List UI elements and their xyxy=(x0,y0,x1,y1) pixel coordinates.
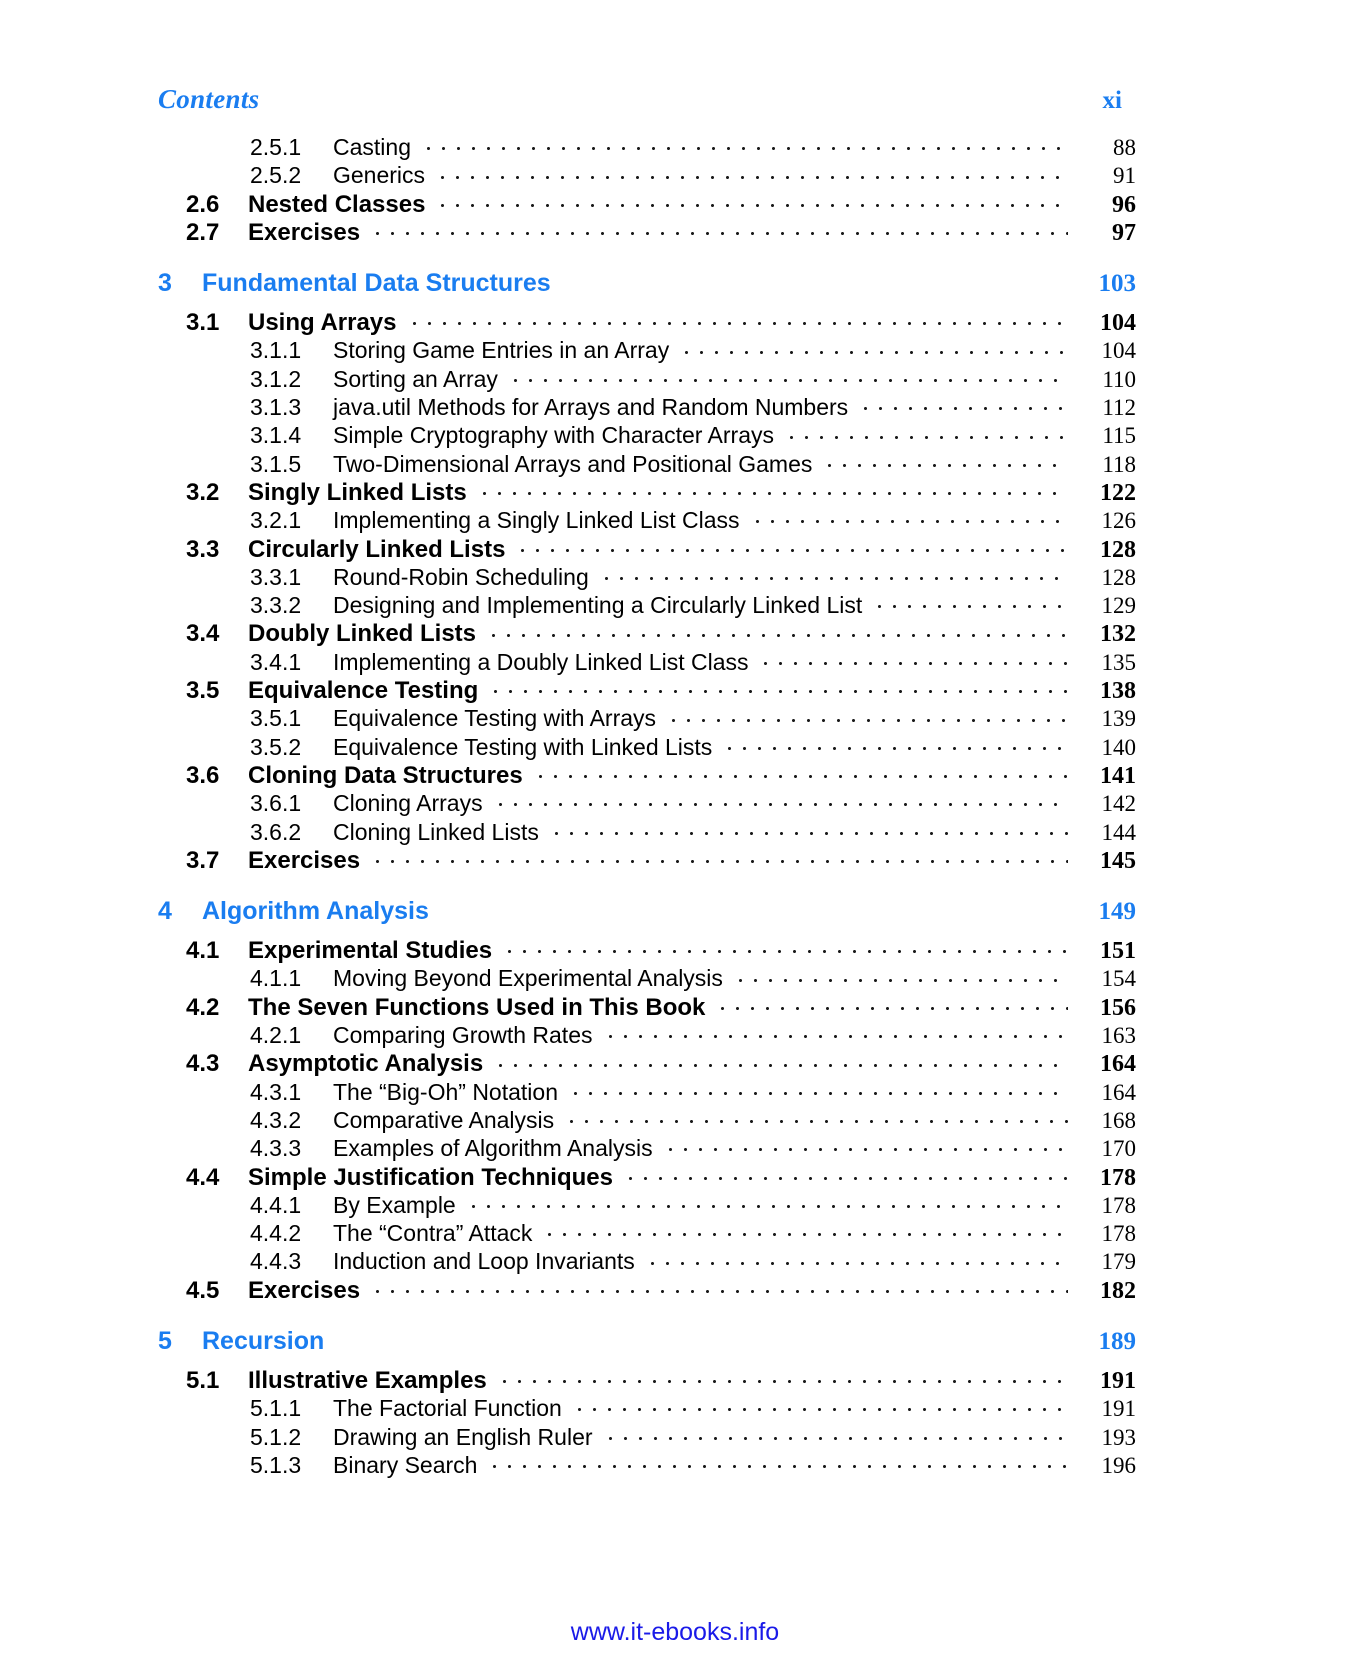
toc-entry-page-wrap xyxy=(1074,164,1136,187)
leader-dots xyxy=(561,275,1068,291)
leader-dots xyxy=(666,710,1068,726)
toc-entry-page-wrap xyxy=(1074,679,1136,703)
toc-entry-page: 140 xyxy=(1101,734,1136,760)
toc-entry-page-wrap xyxy=(1074,899,1136,924)
leader-dots xyxy=(549,824,1068,840)
running-head xyxy=(158,84,1122,115)
toc-entry-page-wrap xyxy=(1074,1369,1136,1393)
toc-entry-page-wrap xyxy=(1074,996,1136,1020)
toc-entry-title: Binary Search xyxy=(333,1451,478,1478)
toc-entry-title: Using Arrays xyxy=(248,309,397,337)
toc-entry-page-wrap xyxy=(1074,1454,1136,1477)
leader-dots xyxy=(407,314,1069,330)
toc-entry-title: Equivalence Testing with Linked Lists xyxy=(333,733,713,760)
toc-subsection-row[interactable] xyxy=(158,648,1136,679)
toc-entry-title: Simple Justification Techniques xyxy=(248,1163,613,1191)
toc-entry-number: 4.4.1 xyxy=(250,1191,302,1218)
toc-entry-page: 104 xyxy=(1101,338,1136,364)
toc-subsection-row[interactable] xyxy=(158,424,1136,452)
toc-entry-number: 3.5.1 xyxy=(250,705,302,732)
toc-entry-number: 3.1.2 xyxy=(250,365,302,392)
toc-entry-number: 4.4.3 xyxy=(250,1248,302,1275)
leader-dots xyxy=(663,1140,1068,1156)
toc-entry-number: 3.1.1 xyxy=(250,337,302,364)
toc-entry-number: 2.6 xyxy=(186,190,220,218)
toc-section-row[interactable] xyxy=(158,218,1136,249)
toc-entry-page-wrap xyxy=(1074,311,1136,335)
toc-entry-number: 3.7 xyxy=(186,846,220,874)
toc-chapter-row[interactable] xyxy=(158,899,1136,939)
toc-entry-page-wrap xyxy=(1074,1024,1136,1047)
leader-dots xyxy=(758,654,1068,670)
toc-entry-number: 4.3 xyxy=(186,1050,220,1078)
toc-entry-title: Illustrative Examples xyxy=(248,1366,487,1394)
toc-section-row[interactable] xyxy=(158,939,1136,967)
toc-entry-title: Cloning Linked Lists xyxy=(333,818,539,845)
toc-entry-page: 168 xyxy=(1101,1107,1136,1133)
leader-dots xyxy=(486,625,1068,641)
leader-dots xyxy=(435,196,1068,212)
leader-dots xyxy=(421,139,1068,155)
toc-subsection-row[interactable] xyxy=(158,164,1136,192)
leader-dots xyxy=(872,597,1068,613)
toc-entry-title: The Seven Functions Used in This Book xyxy=(248,993,706,1021)
toc-entry-page-wrap xyxy=(1074,1052,1136,1076)
toc-entry-page: 115 xyxy=(1102,423,1136,449)
toc-entry-number: 4.1.1 xyxy=(250,965,302,992)
toc-entry-number: 3.4 xyxy=(186,620,220,648)
chapter-gap xyxy=(158,249,1136,271)
toc-entry-page-wrap xyxy=(1074,453,1136,476)
toc-entry-title: Algorithm Analysis xyxy=(202,897,429,926)
toc-subsection-row[interactable] xyxy=(158,450,1136,481)
toc-entry-number: 4.4.2 xyxy=(250,1220,302,1247)
toc-entry-title: Implementing a Doubly Linked List Class xyxy=(333,648,749,675)
leader-dots xyxy=(466,1197,1068,1213)
toc-entry-title: Storing Game Entries in an Array xyxy=(333,337,670,364)
toc-entry-page-wrap xyxy=(1074,566,1136,589)
toc-entry-page-wrap xyxy=(1074,594,1136,617)
toc-entry-page-wrap xyxy=(1074,271,1136,296)
leader-dots xyxy=(645,1253,1068,1269)
toc-entry-number: 4.3.2 xyxy=(250,1106,302,1133)
toc-entry-page-wrap xyxy=(1074,509,1136,532)
toc-subsection-row[interactable] xyxy=(158,365,1136,396)
toc-entry-title: Comparative Analysis xyxy=(333,1106,555,1133)
toc-entry-page: 126 xyxy=(1101,508,1136,534)
leader-dots xyxy=(822,456,1068,472)
toc-entry-page: 191 xyxy=(1101,1396,1136,1422)
toc-entry-title: Recursion xyxy=(202,1326,325,1355)
toc-entry-page-wrap xyxy=(1074,193,1136,217)
toc-entry-page-wrap xyxy=(1074,1329,1136,1354)
leader-dots xyxy=(515,541,1068,557)
leader-dots xyxy=(568,1084,1068,1100)
toc-section-row[interactable] xyxy=(158,478,1136,509)
toc-entry-number: 4.4 xyxy=(186,1163,220,1191)
toc-subsection-row[interactable] xyxy=(158,1222,1136,1250)
toc-entry-number: 4.2.1 xyxy=(250,1022,302,1049)
toc-entry-title: Cloning Data Structures xyxy=(248,761,523,789)
toc-entry-title: Designing and Implementing a Circularly Linked List xyxy=(333,592,863,619)
running-head-folio: xi xyxy=(1102,87,1122,114)
toc-entry-number: 2.7 xyxy=(186,218,220,246)
toc-section-row[interactable] xyxy=(158,1366,1136,1397)
toc-section-row[interactable] xyxy=(158,1052,1136,1080)
toc-entry-page-wrap xyxy=(1074,651,1136,674)
toc-entry-number: 5.1.1 xyxy=(250,1395,302,1422)
toc-entry-page-wrap xyxy=(1074,622,1136,646)
toc-section-row[interactable] xyxy=(158,1163,1136,1194)
toc-entry-title: The Factorial Function xyxy=(333,1395,562,1422)
toc-entry-number: 3.2.1 xyxy=(250,507,302,534)
leader-dots xyxy=(715,999,1068,1015)
toc-entry-number: 3.1.3 xyxy=(250,394,302,421)
toc-entry-number: 5 xyxy=(158,1326,172,1355)
toc-entry-title: Asymptotic Analysis xyxy=(248,1050,484,1078)
toc-entry-list xyxy=(158,136,1136,1482)
page-footer xyxy=(0,1618,1350,1647)
leader-dots xyxy=(487,1457,1068,1473)
toc-entry-title: The “Big-Oh” Notation xyxy=(333,1078,558,1105)
toc-section-row[interactable] xyxy=(158,190,1136,221)
toc-subsection-row[interactable] xyxy=(158,339,1136,367)
toc-entry-page-wrap xyxy=(1074,967,1136,990)
toc-entry-page: 154 xyxy=(1101,966,1136,992)
toc-entry-page: 170 xyxy=(1101,1136,1136,1162)
toc-subsection-row[interactable] xyxy=(158,594,1136,622)
toc-entry-title: Exercises xyxy=(248,218,361,246)
leader-dots xyxy=(623,1169,1068,1185)
toc-entry-title: Round-Robin Scheduling xyxy=(333,563,589,590)
toc-entry-page-wrap xyxy=(1074,1166,1136,1190)
toc-entry-page: 156 xyxy=(1100,994,1136,1021)
toc-entry-title: Induction and Loop Invariants xyxy=(333,1248,635,1275)
toc-entry-page: 142 xyxy=(1101,791,1136,817)
toc-entry-title: Drawing an English Ruler xyxy=(333,1423,593,1450)
toc-entry-page-wrap xyxy=(1074,424,1136,447)
toc-subsection-row[interactable] xyxy=(158,1024,1136,1052)
toc-entry-page-wrap xyxy=(1074,1081,1136,1104)
toc-entry-number: 4.1 xyxy=(186,937,220,965)
toc-entry-title: Exercises xyxy=(248,1276,361,1304)
it-ebooks-link[interactable]: www.it-ebooks.info xyxy=(570,1618,780,1646)
toc-entry-title: Experimental Studies xyxy=(248,937,493,965)
toc-entry-number: 4.3.1 xyxy=(250,1078,302,1105)
toc-subsection-row[interactable] xyxy=(158,396,1136,424)
toc-entry-page: 97 xyxy=(1112,219,1136,246)
leader-dots xyxy=(722,739,1068,755)
toc-section-row[interactable] xyxy=(158,311,1136,339)
toc-entry-title: Fundamental Data Structures xyxy=(202,269,551,298)
toc-entry-number: 3.3.1 xyxy=(250,563,302,590)
toc-entry-title: Sorting an Array xyxy=(333,365,498,392)
toc-entry-page: 88 xyxy=(1113,135,1136,160)
toc-subsection-row[interactable] xyxy=(158,967,1136,995)
toc-entry-page-wrap xyxy=(1074,538,1136,562)
leader-dots xyxy=(370,1282,1068,1298)
leader-dots xyxy=(603,1429,1068,1445)
toc-entry-page-wrap xyxy=(1074,764,1136,788)
leader-dots xyxy=(439,903,1068,919)
toc-entry-page: 128 xyxy=(1100,536,1136,563)
toc-entry-title: java.util Methods for Arrays and Random Numbers xyxy=(333,394,849,421)
toc-entry-page-wrap xyxy=(1074,1194,1136,1217)
toc-entry-page: 196 xyxy=(1101,1452,1136,1478)
leader-dots xyxy=(493,795,1068,811)
toc-entry-title: Exercises xyxy=(248,846,361,874)
toc-entry-page: 179 xyxy=(1101,1249,1136,1275)
leader-dots xyxy=(784,427,1068,443)
toc-entry-title: Examples of Algorithm Analysis xyxy=(333,1135,653,1162)
leader-dots xyxy=(435,167,1068,183)
toc-entry-title: Circularly Linked Lists xyxy=(248,535,506,563)
leader-dots xyxy=(497,1372,1068,1388)
toc-entry-page: 139 xyxy=(1101,706,1136,732)
toc-entry-number: 2.5.1 xyxy=(250,134,302,160)
toc-entry-number: 4 xyxy=(158,897,172,926)
toc-entry-page-wrap xyxy=(1074,221,1136,245)
toc-entry-page: 145 xyxy=(1100,847,1136,874)
chapter-gap xyxy=(158,1307,1136,1329)
toc-entry-page-wrap xyxy=(1074,736,1136,759)
toc-subsection-row[interactable] xyxy=(158,1191,1136,1222)
toc-entry-page-wrap xyxy=(1074,1426,1136,1449)
toc-subsection-row[interactable] xyxy=(158,1423,1136,1454)
toc-entry-number: 3.6.2 xyxy=(250,818,302,845)
toc-subsection-row[interactable] xyxy=(158,1250,1136,1278)
leader-dots xyxy=(508,371,1068,387)
leader-dots xyxy=(733,970,1068,986)
toc-entry-page: 164 xyxy=(1101,1079,1136,1105)
toc-entry-title: Comparing Growth Rates xyxy=(333,1022,593,1049)
toc-entry-number: 3.3 xyxy=(186,535,220,563)
toc-entry-number: 5.1 xyxy=(186,1366,220,1394)
toc-entry-page: 122 xyxy=(1100,479,1136,506)
toc-subsection-row[interactable] xyxy=(158,1137,1136,1165)
toc-entry-number: 3.1.4 xyxy=(250,422,302,449)
leader-dots xyxy=(488,682,1068,698)
toc-entry-page-wrap xyxy=(1074,1279,1136,1303)
toc-entry-number: 5.1.2 xyxy=(250,1423,302,1450)
toc-entry-page: 104 xyxy=(1100,310,1136,337)
toc-entry-title: Equivalence Testing with Arrays xyxy=(333,705,657,732)
toc-entry-page: 141 xyxy=(1100,762,1136,789)
toc-subsection-row[interactable] xyxy=(158,818,1136,849)
leader-dots xyxy=(858,399,1068,415)
toc-section-row[interactable] xyxy=(158,1276,1136,1307)
leader-dots xyxy=(533,767,1068,783)
leader-dots xyxy=(370,852,1068,868)
toc-entry-title: Generics xyxy=(333,162,426,189)
toc-entry-page: 144 xyxy=(1101,819,1136,845)
toc-entry-page-wrap xyxy=(1074,396,1136,419)
leader-dots xyxy=(477,484,1068,500)
toc-entry-page: 118 xyxy=(1102,451,1136,477)
toc-entry-title: The “Contra” Attack xyxy=(333,1220,533,1247)
toc-entry-page: 103 xyxy=(1098,270,1136,298)
toc-entry-page-wrap xyxy=(1074,339,1136,362)
leader-dots xyxy=(502,942,1068,958)
toc-entry-page: 132 xyxy=(1100,621,1136,648)
toc-entry-page-wrap xyxy=(1074,1137,1136,1160)
toc-entry-page: 163 xyxy=(1101,1023,1136,1049)
page-title: Contents xyxy=(158,84,260,114)
toc-subsection-row[interactable] xyxy=(158,563,1136,594)
toc-entry-title: Casting xyxy=(333,134,411,160)
toc-entry-number: 2.5.2 xyxy=(250,162,302,189)
toc-entry-number: 4.3.3 xyxy=(250,1135,302,1162)
toc-entry-page: 164 xyxy=(1100,1051,1136,1078)
leader-dots xyxy=(334,1333,1068,1349)
toc-subsection-row[interactable] xyxy=(158,1397,1136,1425)
toc-entry-page-wrap xyxy=(1074,1397,1136,1420)
toc-entry-page: 193 xyxy=(1101,1424,1136,1450)
toc-subsection-row[interactable] xyxy=(158,707,1136,735)
toc-entry-title: Nested Classes xyxy=(248,190,426,218)
leader-dots xyxy=(572,1400,1068,1416)
leader-dots xyxy=(679,342,1068,358)
toc-entry-title: Simple Cryptography with Character Arrays xyxy=(333,422,774,449)
toc-subsection-row[interactable] xyxy=(158,792,1136,820)
leader-dots xyxy=(493,1055,1068,1071)
toc-section-row[interactable] xyxy=(158,846,1136,877)
toc-entry-page: 91 xyxy=(1113,163,1136,189)
toc-subsection-row[interactable] xyxy=(158,1451,1136,1482)
toc-entry-page-wrap xyxy=(1074,1109,1136,1132)
toc-entry-title: Moving Beyond Experimental Analysis xyxy=(333,965,723,992)
toc-entry-page: 178 xyxy=(1101,1221,1136,1247)
leader-dots xyxy=(599,569,1068,585)
toc-entry-number: 3.2 xyxy=(186,478,220,506)
toc-entry-page-wrap xyxy=(1074,1222,1136,1245)
toc-entry-title: Equivalence Testing xyxy=(248,677,479,705)
toc-entry-title: By Example xyxy=(333,1191,456,1218)
toc-entry-page: 129 xyxy=(1101,593,1136,619)
toc-subsection-row[interactable] xyxy=(158,733,1136,764)
toc-entry-title: Singly Linked Lists xyxy=(248,478,467,506)
toc-subsection-row[interactable] xyxy=(158,1106,1136,1137)
toc-chapter-row[interactable] xyxy=(158,1326,1136,1369)
toc-subsection-row[interactable] xyxy=(158,136,1136,164)
toc-entry-page-wrap xyxy=(1074,707,1136,730)
toc-entry-page: 135 xyxy=(1101,649,1136,675)
toc-entry-page: 189 xyxy=(1098,1327,1136,1355)
toc-entry-number: 4.5 xyxy=(186,1276,220,1304)
toc-entry-title: Cloning Arrays xyxy=(333,790,483,817)
toc-entry-page-wrap xyxy=(1074,849,1136,873)
toc-section-row[interactable] xyxy=(158,679,1136,707)
toc-entry-number: 3.1.5 xyxy=(250,450,302,477)
toc-chapter-row[interactable] xyxy=(158,271,1136,311)
toc-entry-page-wrap xyxy=(1074,939,1136,963)
toc-entry-number: 3.5.2 xyxy=(250,733,302,760)
toc-entry-title: Two-Dimensional Arrays and Positional Games xyxy=(333,450,813,477)
toc-entry-page: 128 xyxy=(1101,564,1136,590)
toc-entry-page: 178 xyxy=(1101,1192,1136,1218)
toc-section-row[interactable] xyxy=(158,993,1136,1024)
leader-dots xyxy=(750,512,1068,528)
toc-entry-page-wrap xyxy=(1074,821,1136,844)
toc-entry-page: 149 xyxy=(1098,898,1136,926)
toc-subsection-row[interactable] xyxy=(158,1078,1136,1109)
toc-entry-number: 3.1 xyxy=(186,309,220,337)
toc-section-row[interactable] xyxy=(158,535,1136,566)
toc-entry-title: Doubly Linked Lists xyxy=(248,620,477,648)
toc-entry-number: 3.6 xyxy=(186,761,220,789)
toc-entry-page: 96 xyxy=(1112,191,1136,218)
toc-entry-number: 3 xyxy=(158,269,172,298)
toc-entry-page-wrap xyxy=(1074,136,1136,159)
toc-entry-number: 3.4.1 xyxy=(250,648,302,675)
toc-entry-number: 3.5 xyxy=(186,677,220,705)
toc-section-row[interactable] xyxy=(158,622,1136,650)
toc-entry-page-wrap xyxy=(1074,368,1136,391)
toc-entry-page-wrap xyxy=(1074,792,1136,815)
toc-entry-page: 182 xyxy=(1100,1277,1136,1304)
toc-entry-page: 138 xyxy=(1100,678,1136,705)
leader-dots xyxy=(564,1112,1068,1128)
toc-entry-number: 3.3.2 xyxy=(250,592,302,619)
toc-entry-page: 112 xyxy=(1102,395,1136,421)
toc-entry-page: 178 xyxy=(1100,1164,1136,1191)
toc-subsection-row[interactable] xyxy=(158,509,1136,537)
leader-dots xyxy=(542,1225,1068,1241)
leader-dots xyxy=(370,224,1068,240)
toc-section-row[interactable] xyxy=(158,761,1136,792)
toc-entry-page: 151 xyxy=(1100,938,1136,965)
toc-entry-number: 3.6.1 xyxy=(250,790,302,817)
toc-entry-page-wrap xyxy=(1074,481,1136,505)
toc-entry-page: 110 xyxy=(1102,366,1136,392)
chapter-gap xyxy=(158,877,1136,899)
toc-entry-title: Implementing a Singly Linked List Class xyxy=(333,507,740,534)
toc-entry-page: 191 xyxy=(1100,1367,1136,1394)
toc-entry-page-wrap xyxy=(1074,1250,1136,1273)
leader-dots xyxy=(603,1027,1069,1043)
toc-entry-number: 4.2 xyxy=(186,993,220,1021)
toc-entry-number: 5.1.3 xyxy=(250,1451,302,1478)
